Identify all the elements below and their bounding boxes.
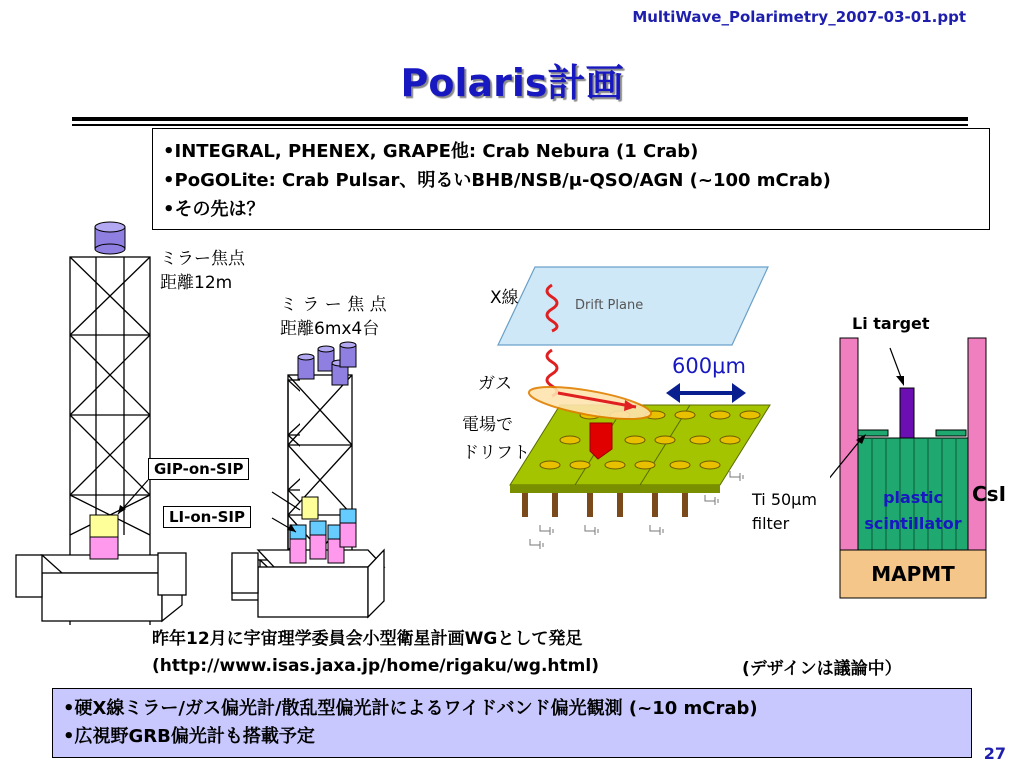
- plastic-label-line2: scintillator: [864, 514, 962, 533]
- mirror-cylinder-icon: [95, 222, 125, 254]
- slide-title: Polaris計画: [400, 61, 624, 105]
- mirror-focus-label-2: ミ ラ ー 焦 点: [280, 295, 387, 315]
- gondola-base-1: [16, 553, 186, 621]
- design-note: (デザインは議論中）: [742, 659, 902, 679]
- wg-note-line1: 昨年12月に宇宙理学委員会小型衛星計画WGとして発足: [152, 629, 583, 649]
- ti-filter-right: [936, 430, 966, 436]
- scattering-polarimeter-diagram: [830, 310, 1020, 605]
- xray-label: X線: [490, 288, 519, 308]
- mirror-cylinders-icon: [298, 342, 356, 385]
- drift-label-line2: ドリフト: [462, 443, 530, 463]
- drift-plane-label: Drift Plane: [575, 298, 644, 313]
- pitch-label: 600μm: [672, 354, 746, 378]
- summary-item-2: •広視野GRB偏光計も搭載予定: [63, 726, 315, 747]
- summary-item-1: •硬X線ミラー/ガス偏光計/散乱型偏光計によるワイドバンド偏光観測 (~10 mCrab): [63, 698, 758, 719]
- gip-on-sip-label: GIP-on-SIP: [148, 458, 249, 480]
- pitch-arrow-icon: [666, 383, 746, 403]
- target-item-1: •INTEGRAL, PHENEX, GRAPE他: Crab Nebura (1 Crab): [163, 141, 699, 162]
- ti-filter-left: [858, 430, 888, 436]
- pixel-readout-boards: [510, 405, 770, 517]
- li-on-sip-label: LI-on-SIP: [163, 506, 251, 528]
- mapmt-label: MAPMT: [871, 562, 955, 586]
- plastic-label-line1: plastic: [883, 488, 943, 507]
- li-target: [900, 388, 914, 438]
- drift-label-line1: 電場で: [462, 415, 513, 435]
- ti-filter-label-line1: Ti 50μm: [752, 490, 817, 509]
- title-rule-thick: [72, 117, 968, 121]
- gondola-base-2-body: [232, 550, 384, 617]
- summary-box: [52, 688, 972, 758]
- page-number: 27: [983, 744, 1006, 763]
- mirror-distance-label-2: 距離6mx4台: [280, 319, 380, 339]
- mirror-distance-label-1: 距離12m: [160, 273, 233, 293]
- csi-label: CsI: [972, 482, 1007, 506]
- gas-label: ガス: [478, 374, 512, 394]
- li-target-label: Li target: [852, 314, 930, 333]
- file-name-header: MultiWave_Polarimetry_2007-03-01.ppt: [632, 8, 966, 26]
- label-pointers: [100, 470, 320, 560]
- mirror-focus-label-1: ミラー焦点: [160, 249, 245, 269]
- target-item-3: •その先は？: [163, 199, 265, 220]
- ti-filter-label-line2: filter: [752, 514, 790, 533]
- target-item-2: •PoGOLite: Crab Pulsar、明るいBHB/NSB/μ-QSO/AGN (~100 mCrab): [163, 170, 831, 191]
- title-rule-thin: [72, 124, 968, 126]
- wg-note-line2: (http://www.isas.jaxa.jp/home/rigaku/wg.html): [152, 656, 599, 676]
